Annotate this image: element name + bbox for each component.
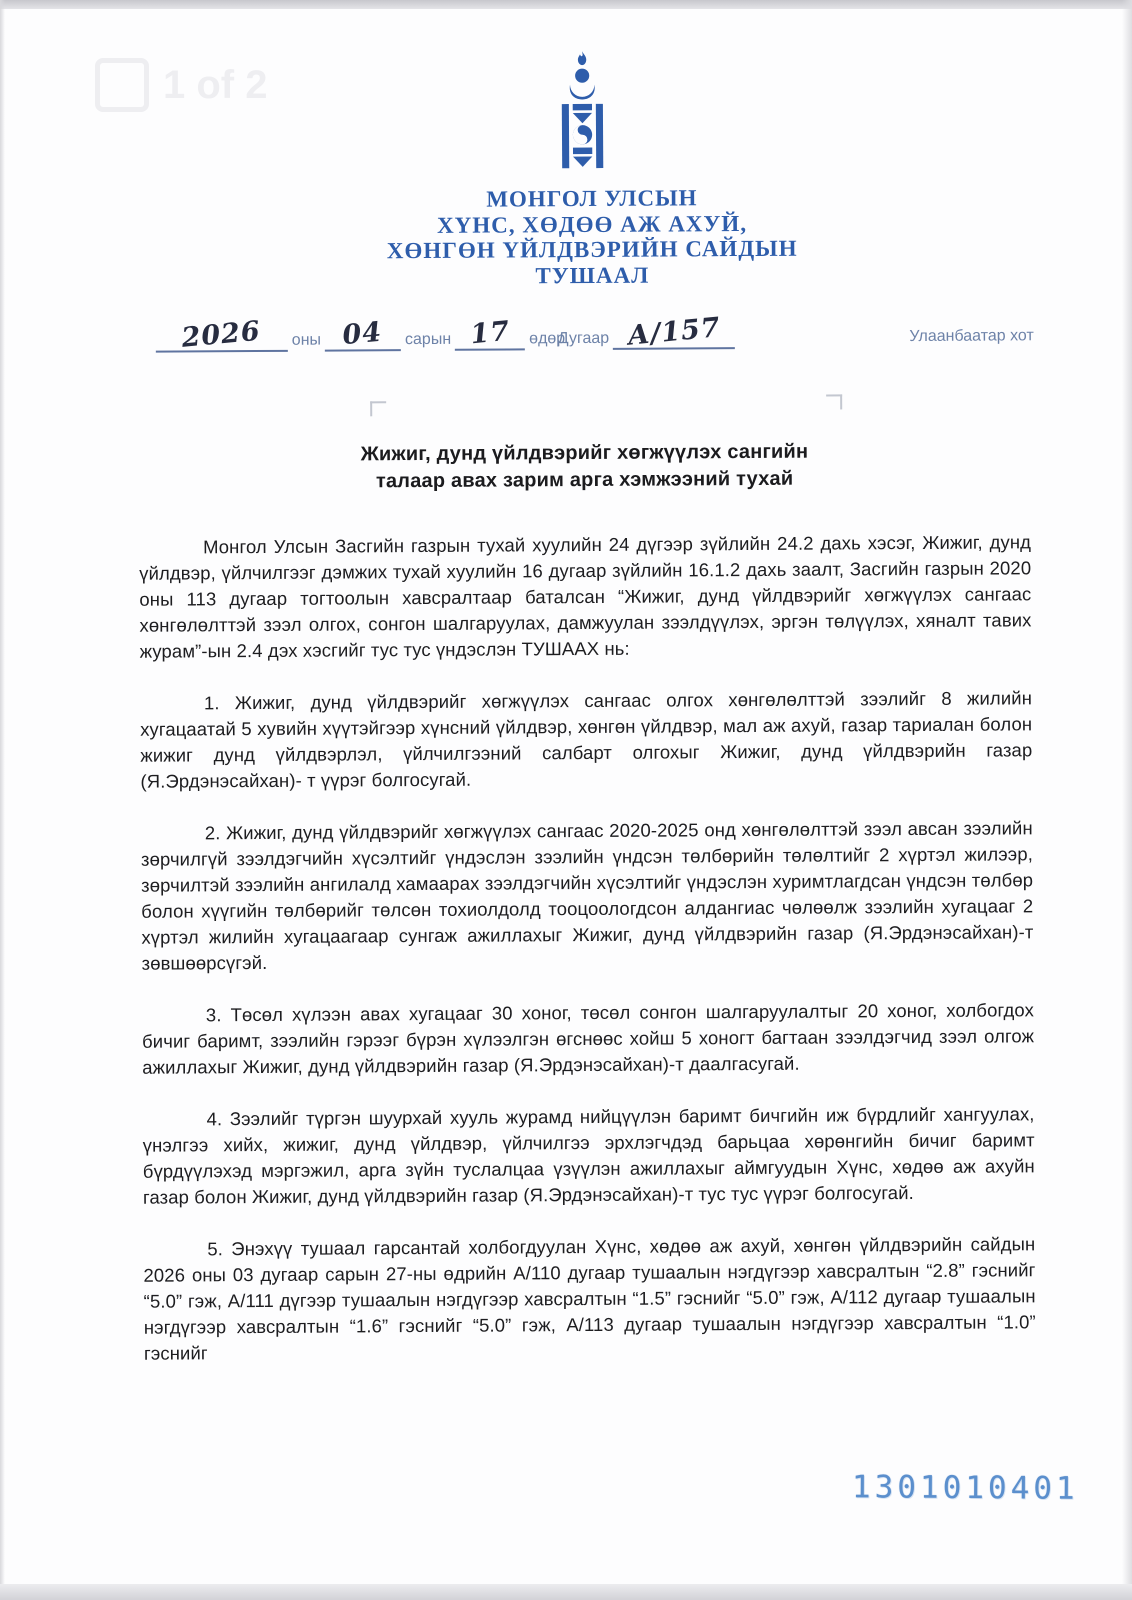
registration-number-stamp: 1301010401	[851, 1469, 1079, 1507]
day-label: өдөр	[529, 330, 566, 348]
ministry-title	[137, 183, 1030, 290]
preamble-paragraph: Монгол Улсын Засгийн газрын тухай хуулийн 24 дүгээр зүйлийн 24.2 дахь хэсэг, Жижиг, дунд үйлдвэр, үйлчилгээг дэмжих тухай хуулийн 16 дугаар зүйлийн 16.1.2 дахь заалт, Засгийн газрын 2020 оны 113 дугаар тогтоолын хавсралтаар баталсан “Жижиг, дунд үйлдвэрийг хөгжүүлэх сангаас хөнгөлөлттэй зээл олгох, сонгон шалгаруулах, дамжуулан зээлдүүлэх, эргэн төлүүлэх, хяналт тавих журам”-ын 2.4 дэх хэсгийг тус тус үндэслэн ТУШААХ нь:	[139, 531, 1032, 662]
month-label: сарын	[404, 330, 452, 349]
decree-item-5: 5. Энэхүү тушаал гарсантай холбогдуулан Хүнс, хөдөө аж ахуй, хөнгөн үйлдвэрийн сайдын 2026 оны 03 дугаар сарын 27-ны өдрийн А/110 дугаар тушаалын нэгдүгээр хавсралтын “2.8” гэснийг “5.0” гэж, А/111 дүгээр тушаалын нэгдүгээр хавсралтын “1.5” гэснийг “5.0” гэж, А/112 дугаар тушаалын нэгдүгээр хавсралтын “1.6” гэснийг “5.0” гэж, А/113 дугаар тушаалын нэгдүгээр хавсралтын “1.0” гэснийг	[143, 1233, 1036, 1364]
month-handwritten-value: 04	[341, 316, 384, 352]
decree-item-3: 3. Төсөл хүлээн авах хугацааг 30 хоног, төсөл сонгон шалгаруулалтыг 20 хоног, холбогдох бичиг баримт, зээлийн гэрээг бүрэн хүлээлгэн өгснөөс хойш 5 хоногт багтаан зээлдэгчид зээл олгож ажиллахыг Жижиг, дунд үйлдвэрийн газар (Я.Эрдэнэсайхан)-т даалгасугай.	[141, 999, 1035, 1078]
crop-mark-left-icon	[370, 401, 386, 416]
decree-item-1: 1. Жижиг, дунд үйлдвэрийг хөгжүүлэх сангаас олгох хөнгөлөлттэй зээлийг 8 жилийн хугацаатай 5 хувийн хүүтэйгээр хүнсний үйлдвэр, хөнгөн үйлдвэр, мал аж ахуй, газар тариалан болон жижиг дунд үйлдвэрлэл, үйлчилгээний салбарт олгохыг Жижиг, дунд үйлдвэрийн газар (Я.Эрдэнэсайхан)- т үүрэг болгосугай.	[140, 687, 1033, 792]
decree-number-field	[554, 312, 736, 352]
subject-title-line2: талаар авах зарим арга хэмжээний тухай	[375, 467, 794, 493]
subject-title-line1: Жижиг, дунд үйлдвэрийг хөгжүүлэх сангийн	[360, 440, 809, 466]
date-fields	[156, 315, 570, 354]
day-handwritten-value: 17	[468, 315, 512, 351]
crop-mark-right-icon	[826, 394, 842, 409]
ministry-title-line: ХҮНС, ХӨДӨӨ АЖ АХУЙ,	[437, 210, 748, 238]
ministry-title-line: ХӨНГӨН ҮЙЛДВЭРИЙН САЙДЫН	[386, 235, 798, 264]
scan-edge-top	[0, 0, 1132, 9]
decree-number-handwritten-value: А/157	[626, 312, 722, 352]
scan-edge-right	[1122, 0, 1132, 1600]
day-field	[455, 315, 525, 351]
decree-item-2: 2. Жижиг, дунд үйлдвэрийг хөгжүүлэх сангаас 2020-2025 онд хөнгөлөлттэй зээл авсан зээлийн зөрчилгүй зээлдэгчийн хүсэлтийг үндэслэн зээлийн үндсэн төлбөрийн төлөлтийг 2 хүртэл жилээр, зөрчилтэй зээлийн ангилалд хамаарах зээлдэгчийн хүсэлтийг үндэслэн хуримтлагдсан үндсэн төлбөр болон хүүгийн төлбөрийг төлсөн тохиолдолд тооцоологдсон алдангиас чөлөөлж зээлийн хугацааг 2 хүртэл жилийн хугацаагаар сунгаж ажиллахыг Жижиг, дунд үйлдвэрийн газар (Я.Эрдэнэсайхан)-т зөвшөөрсүгэй.	[140, 817, 1034, 974]
ministry-title-line: ТУШААЛ	[535, 262, 650, 288]
year-field	[156, 315, 288, 354]
dateline	[138, 305, 1034, 358]
year-handwritten-value: 2026	[180, 315, 263, 354]
subject-block	[138, 437, 1030, 496]
soyombo-emblem-icon	[553, 50, 612, 172]
month-field	[325, 316, 401, 352]
decree-item-4: 4. Зээлийг түргэн шуурхай хууль журамд нийцүүлэн баримт бичгийн иж бүрдлийг хангуулах, үнэлгээ хийх, жижиг, дунд үйлдвэр, үйлчилгээ эрхлэгчдэд барьцаа хөрөнгийн бичиг баримт бүрдүүлэхэд мэргэжил, арга зүйн туслалцаа үзүүлэн ажиллахыг аймгуудын Хүнс, хөдөө аж ахуйн газар болон Жижиг, дунд үйлдвэрийн газар (Я.Эрдэнэсайхан)-т тус тус үүрэг болгосугай.	[142, 1103, 1035, 1208]
document-content	[136, 39, 1036, 1366]
scan-edge-left	[0, 0, 5, 1600]
scan-edge-bottom	[0, 1584, 1132, 1600]
decree-body	[139, 529, 1036, 1366]
decree-number-label: Дугаар	[557, 329, 610, 348]
ministry-title-line: МОНГОЛ УЛСЫН	[486, 185, 698, 212]
year-label: оны	[291, 331, 322, 349]
page-indicator-label: 1 of 2	[163, 62, 268, 107]
city-label: Улаанбаатар хот	[909, 327, 1034, 346]
decree-number-slot	[613, 312, 735, 352]
